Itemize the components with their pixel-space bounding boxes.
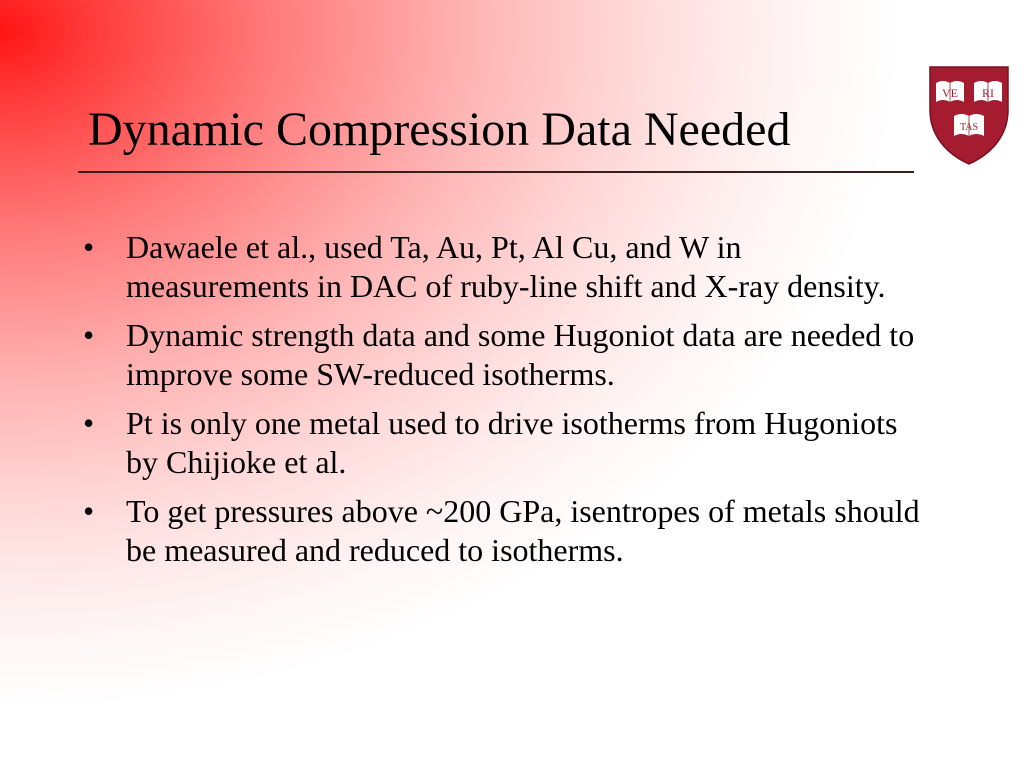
book-ve-label: VE: [942, 86, 958, 100]
bullet-icon: •: [83, 229, 95, 265]
book-ri-label: RI: [982, 86, 994, 100]
harvard-shield-logo: [918, 60, 1020, 170]
bullet-item: [80, 404, 920, 481]
book-tas-icon: [954, 114, 984, 136]
bullet-item: [80, 316, 920, 393]
book-tas-label: TAS: [959, 122, 979, 133]
bullet-text: To get pressures above ~200 GPa, isentropes of metals should be measured and reduced to isotherms.: [126, 493, 920, 568]
bullet-text: Dawaele et al., used Ta, Au, Pt, Al Cu, and W in measurements in DAC of ruby-line shift and X-ray density.: [126, 229, 886, 304]
bullet-icon: •: [83, 493, 95, 529]
bullet-item: [80, 492, 920, 569]
slide-title: Dynamic Compression Data Needed: [88, 103, 791, 156]
bullet-text: Pt is only one metal used to drive isotherms from Hugoniots by Chijioke et al.: [126, 405, 898, 480]
book-ri-icon: [974, 81, 1002, 102]
bullet-icon: •: [83, 405, 95, 441]
bullet-text: Dynamic strength data and some Hugoniot data are needed to improve some SW-reduced isotherms.: [126, 317, 915, 392]
bullet-icon: •: [83, 317, 95, 353]
title-underline: [78, 171, 914, 173]
book-ve-icon: [936, 81, 964, 102]
bullet-item: [80, 228, 920, 305]
shield-icon: [927, 64, 1011, 166]
bullet-list: [80, 228, 920, 580]
